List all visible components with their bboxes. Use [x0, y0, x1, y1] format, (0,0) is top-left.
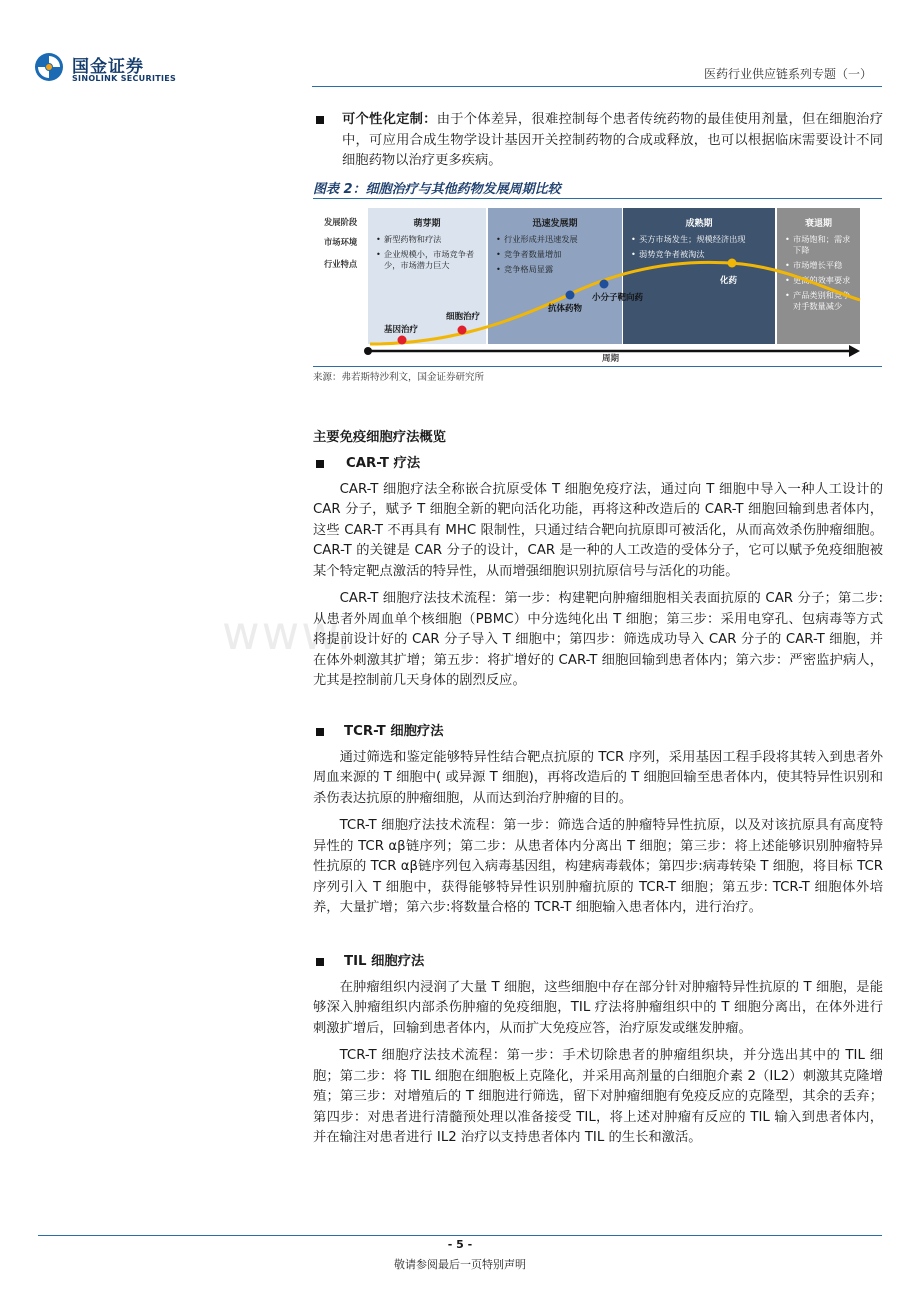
- stage-item: • 产品类别和竞争对手数量减少: [785, 290, 856, 312]
- bullet-label: 可个性化定制：: [342, 112, 437, 127]
- stage-item: • 市场饱和；需求下降: [785, 234, 856, 256]
- stage-title: 萌芽期: [413, 219, 441, 229]
- bullet-square-icon: [316, 958, 324, 966]
- stage-item: • 更高的效率要求: [785, 275, 856, 286]
- bullet-text: 由于个体差异，很难控制每个患者传统药物的最佳使用剂量，但在细胞治疗中，可应用合成生物学设计基因开关控制药物的合成或释放，也可以根据临床需要设计不同细胞药物以治疗更多疾病。: [342, 112, 884, 168]
- label-antibody: 抗体药物: [548, 304, 583, 314]
- stage-item: • 企业规模小，市场竞争者少，市场潜力巨大: [376, 249, 482, 271]
- label-cell-therapy: 细胞治疗: [446, 312, 481, 322]
- stage-item: • 买方市场发生；规模经济出现: [631, 234, 771, 245]
- figure-bottom-rule: [313, 366, 882, 367]
- til-paragraph-2: TCR-T 细胞疗法技术流程：第一步：手术切除患者的肿瘤组织块，并分选出其中的 TIL 细胞；第二步：将 TIL 细胞在细胞板上克隆化，并采用高剂量的白细胞介素 2（IL2）刺激其克隆增殖；第三步：对增殖后的 T 细胞进行筛选，留下对肿瘤细胞有免疫反应的克隆型，其余的丢弃；第四步：对患者进行清髓预处理以准备接受 TIL，将上述对肿瘤有反应的 TIL 输入到患者体内，并在输注对患者进行 IL2 治疗以支持患者体内 TIL 的生长和激活。: [313, 1048, 883, 1145]
- cart-paragraph-1: CAR-T 细胞疗法全称嵌合抗原受体 T 细胞免疫疗法，通过向 T 细胞中导入一种人工设计的 CAR 分子，赋予 T 细胞全新的靶向活化功能，再将这种改造后的 CAR-T 细胞回输到患者体内，这些 CAR-T 不再具有 MHC 限制性，只通过结合靶向抗原即可被活化，从而高效杀伤肿瘤细胞。CAR-T 的关键是 CAR 分子的设计，CAR 是一种的人工改造的受体分子，它可以赋予免疫细胞被某个特定靶点激活的特异性，从而增强细胞识别抗原信号与活化的功能。: [313, 481, 883, 579]
- til-heading: TIL 细胞疗法: [344, 954, 425, 969]
- stage-item: • 弱势竞争者被淘汰: [631, 249, 771, 260]
- figure-source: 来源：弗若斯特沙利文，国金证券研究所: [313, 372, 485, 383]
- page-number: - 5 -: [447, 1238, 473, 1251]
- dot-chemical-drug: [728, 259, 737, 268]
- logo-text-cn: 国金证券: [72, 57, 144, 77]
- page-header: [0, 0, 920, 92]
- lifecycle-curve-svg: [322, 206, 862, 364]
- stage-item: • 竞争者数量增加: [496, 249, 618, 260]
- period-axis-label: 周期: [602, 354, 620, 364]
- figure-title: 图表 2：细胞治疗与其他药物发展周期比较: [313, 182, 561, 197]
- stage-item: • 市场增长平稳: [785, 260, 856, 271]
- stage-item: • 竞争格局显露: [496, 264, 618, 275]
- tcrt-heading: TCR-T 细胞疗法: [344, 724, 444, 739]
- row-label-market: 市场环境: [324, 237, 358, 247]
- row-label-features: 行业特点: [324, 259, 358, 269]
- til-paragraph-1: 在肿瘤组织内浸润了大量 T 细胞，这些细胞中存在部分针对肿瘤特异性抗原的 T 细胞，是能够深入肿瘤组织内部杀伤肿瘤的免疫细胞，TIL 疗法将肿瘤组织中的 T 细胞分离出，在体外进行刺激扩增后，回输到患者体内，从而扩大免疫应答，治疗原发或继发肿瘤。: [313, 979, 883, 1036]
- period-axis-arrow-icon: [849, 345, 860, 357]
- intro-bullet: [313, 110, 883, 172]
- sinolink-logo-icon: [34, 52, 64, 82]
- label-small-molecule: 小分子靶向药: [592, 293, 644, 303]
- development-cycle-diagram: [322, 206, 862, 364]
- lifecycle-curve: [370, 262, 860, 344]
- tcrt-paragraph-2: TCR-T 细胞疗法技术流程：第一步：筛选合适的肿瘤特异性抗原，以及对该抗原具有高度特异性的 TCR αβ链序列；第二步：从患者体内分离出 T 细胞；第三步：将上述能够识别肿瘤特异性抗原的 TCR αβ链序列包入病毒基因组，构建病毒载体；第四步:病毒转染 T 细胞，将目标 TCR 序列引入 T 细胞中，获得能够特异性识别肿瘤抗原的 TCR-T 细胞；第五步: TCR-T 细胞体外培养，大量扩增；第六步:将数量合格的 TCR-T 细胞输入患者体内，进行治疗。: [313, 818, 883, 915]
- report-series-title: 医药行业供应链系列专题（一）: [703, 67, 872, 81]
- label-chemical-drug: 化药: [720, 276, 738, 286]
- dot-gene-therapy: [398, 336, 407, 345]
- bullet-square-icon: [316, 728, 324, 736]
- logo-text-en: SINOLINK SECURITIES: [72, 74, 177, 83]
- axis-start-dot: [364, 347, 372, 355]
- tcrt-section: [313, 722, 883, 919]
- section-title: 主要免疫细胞疗法概览: [313, 430, 446, 445]
- stage-title: 衰退期: [804, 219, 832, 229]
- stage-title: 成熟期: [685, 219, 713, 229]
- dot-small-molecule: [600, 280, 609, 289]
- header-divider: [312, 86, 882, 87]
- bullet-square-icon: [316, 116, 324, 124]
- cart-paragraph-2: CAR-T 细胞疗法技术流程：第一步：构建靶向肿瘤细胞相关表面抗原的 CAR 分子；第二步:从患者外周血单个核细胞（PBMC）中分选纯化出 T 细胞；第三步：采用电穿孔、包病毒等方式将提前设计好的 CAR 分子导入 T 细胞中；第四步：筛选成功导入 CAR 分子的 CAR-T 细胞，并在体外刺激其扩增；第五步：将扩增好的 CAR-T 细胞回输到患者体内；第六步：严密监护病人，尤其是控制前几天身体的剧烈反应。: [313, 591, 883, 688]
- figure-top-rule: [313, 198, 882, 199]
- stage-item: • 行业形成并迅速发展: [496, 234, 618, 245]
- label-gene-therapy: 基因治疗: [384, 325, 419, 335]
- tcrt-paragraph-1: 通过筛选和鉴定能够特异性结合靶点抗原的 TCR 序列，采用基因工程手段将其转入到患者外周血来源的 T 细胞中( 或异源 T 细胞)，再将改造后的 T 细胞回输至患者体内，使其特异性识别和杀伤表达抗原的肿瘤细胞，从而达到治疗肿瘤的目的。: [313, 749, 883, 806]
- dot-antibody: [566, 291, 575, 300]
- watermark: www.: [222, 606, 354, 660]
- cart-heading: CAR-T 疗法: [346, 456, 421, 471]
- til-section: [313, 952, 883, 1149]
- dot-cell-therapy: [458, 326, 467, 335]
- bullet-square-icon: [316, 460, 324, 468]
- row-label-stage: 发展阶段: [324, 217, 358, 227]
- stage-item: • 新型药物和疗法: [376, 234, 482, 245]
- stage-title: 迅速发展期: [532, 219, 578, 229]
- cart-section: [313, 454, 883, 692]
- footer-divider: [38, 1235, 882, 1236]
- footer-disclaimer: 敬请参阅最后一页特别声明: [394, 1258, 526, 1271]
